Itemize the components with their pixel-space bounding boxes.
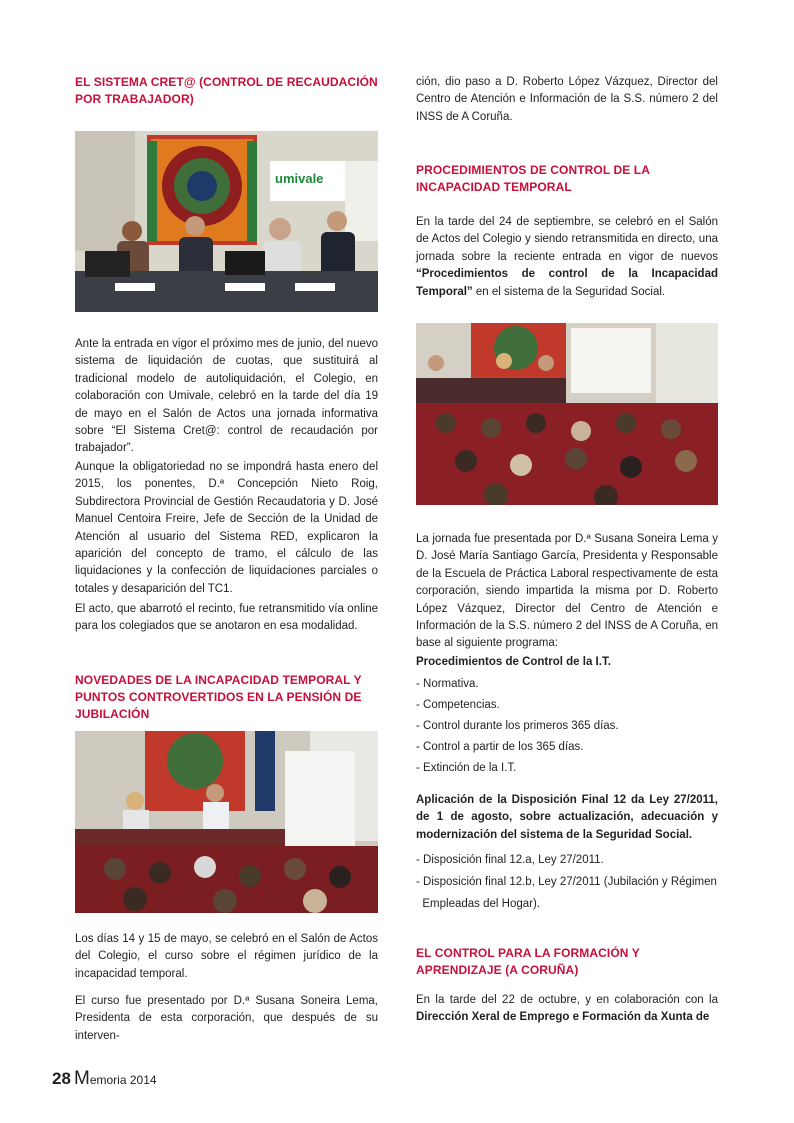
section-heading-novedades: NOVEDADES DE LA INCAPACIDAD TEMPORAL Y PUNTOS CONTROVERTIDOS EN LA PENSIÓN DE JUBILACIÓN [75,673,362,721]
cret-paragraph-1: Ante la entrada en vigor el próximo mes de junio, del nuevo sistema de liquidación de cuotas, que sustituirá al tradicional modelo de autoliquidación, el Colegio, en colaboración con Umivale, celebró en la tarde del día 19 de mayo en el Salón de Actos una jornada informativa sobre “El Sistema Cret@: control de recaudación por trabajador”. [75,338,379,455]
section-heading-cret: EL SISTEMA CRET@ (CONTROL DE RECAUDACIÓN POR TRABAJADOR) [75,75,378,106]
page-number: 28 [52,1069,71,1088]
umivale-logo: umivale [275,171,324,186]
list-item: - Disposición final 12.b, Ley 27/2011 (Jubilación y Régimen [416,876,717,888]
continued-paragraph: ción, dio paso a D. Roberto López Vázquez, Director del Centro de Atención e Información de la S.S. número 2 del INSS de A Coruña. [416,76,718,123]
procedimientos-paragraph-2: La jornada fue presentada por D.ª Susana Soneira Lema y D. José María Santiago García, Presidenta y Responsable de la Escuela de Práctica Laboral respectivamente de esta corporación, siendo impartida la misma por D. Roberto López Vázquez, Director del Centro de Atención e Información de la S.S. número 2 del INSS de A Coruña, en base al siguiente programa: [416,533,718,650]
procedimientos-paragraph-1: En la tarde del 24 de septiembre, se celebró en el Salón de Actos del Colegio y siendo retransmitida en directo, una jornada sobre la reciente entrada en vigor de nuevos “Procedimientos de control de la Incapacidad Temporal” en el sistema de la Seguridad Social. [416,216,718,298]
list-item: - Extinción de la I.T. [416,762,517,774]
list-item: Empleadas del Hogar). [416,898,541,910]
cret-paragraph-3: El acto, que abarrotó el recinto, fue retransmitido vía online para los colegiados que se anotaron en esa modalidad. [75,603,378,633]
list-item: - Disposición final 12.a, Ley 27/2011. [416,854,604,866]
list-item: - Competencias. [416,699,500,711]
list-item: - Control durante los primeros 365 días. [416,720,619,732]
disposicion-list [416,849,718,915]
novedades-paragraph-1: Los días 14 y 15 de mayo, se celebró en el Salón de Actos del Colegio, el curso sobre el régimen jurídico de la incapacidad temporal. [75,933,378,980]
photo-procedimientos-audience [416,323,718,505]
section-heading-formacion: EL CONTROL PARA LA FORMACIÓN Y APRENDIZAJE (A CORUÑA) [416,946,640,977]
list-item: - Normativa. [416,678,479,690]
photo-novedades-course [75,731,378,913]
formacion-paragraph-1: En la tarde del 22 de octubre, y en colaboración con la Dirección Xeral de Emprego e Formación da Xunta de [416,994,718,1024]
program-title: Procedimientos de Control de la I.T. [416,656,611,668]
disposicion-title: Aplicación de la Disposición Final 12 da Ley 27/2011, de 1 de agosto, sobre actualización, adecuación y modernización del sistema de la Seguridad Social. [416,794,718,841]
publication-title: Memoria 2014 [74,1068,157,1089]
program-list [416,674,718,779]
photo-cret-conference [75,131,378,312]
list-item: - Control a partir de los 365 días. [416,741,584,753]
novedades-paragraph-2: El curso fue presentado por D.ª Susana Soneira Lema, Presidenta de esta corporación, que después de su interven- [75,995,378,1042]
cret-paragraph-2: Aunque la obligatoriedad no se impondrá hasta enero del 2015, los ponentes, D.ª Concepción Nieto Roig, Subdirectora Provincial de Gestión Recaudatoria y D. José Manuel Centoira Freire, Jefe de Sección de la Unidad de Atención al usuario del Sistema RED, explicaron la aparición del concepto de tramo, el cálculo de las liquidaciones y la confección de liquidaciones parciales o totales y desaparición del TC1. [75,461,378,595]
section-heading-procedimientos: PROCEDIMIENTOS DE CONTROL DE LA INCAPACIDAD TEMPORAL [416,163,650,194]
